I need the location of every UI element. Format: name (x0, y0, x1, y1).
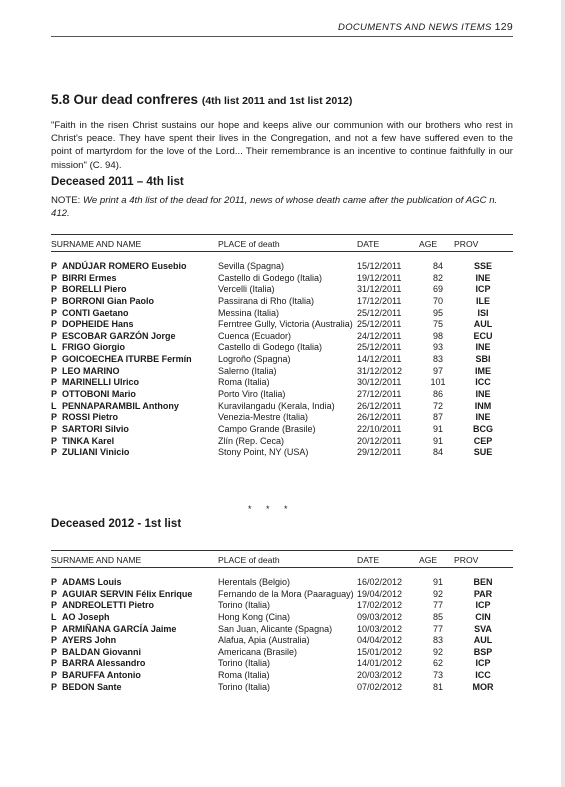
cell-place: Torino (Italia) (218, 681, 271, 692)
cell-name: GOICOECHEA ITURBE Fermín (62, 354, 192, 365)
cell-name: FRIGO Giorgio (62, 342, 125, 353)
cell-name: AGUIAR SERVIN Félix Enrique (62, 588, 193, 599)
table-row (51, 319, 513, 331)
cell-name: BALDAN Giovanni (62, 646, 142, 657)
separator: * * * (248, 504, 294, 514)
cell-role: P (51, 412, 58, 423)
cell-name: ANDREOLETTI Pietro (62, 600, 155, 611)
cell-age: 91 (432, 423, 443, 434)
cell-name: DOPHEIDE Hans (62, 319, 134, 330)
cell-province: INE (475, 342, 491, 353)
table-body (51, 577, 513, 693)
table-row (51, 412, 513, 424)
section-title (51, 92, 352, 107)
cell-age: 95 (432, 307, 443, 318)
cell-province: CIN (475, 611, 491, 622)
cell-age: 91 (432, 435, 443, 446)
cell-date: 09/03/2012 (357, 611, 403, 622)
cell-date: 16/02/2012 (357, 577, 403, 587)
cell-name: BORRONI Gian Paolo (62, 295, 155, 306)
table-row (51, 600, 513, 612)
cell-role: P (51, 646, 58, 657)
cell-date: 20/12/2011 (357, 435, 402, 446)
cell-name: BIRRI Ermes (62, 272, 117, 283)
cell-name: PENNAPARAMBIL Anthony (62, 400, 179, 411)
cell-role: P (51, 307, 58, 318)
cell-province: ISI (477, 307, 489, 318)
cell-date: 27/12/2011 (357, 389, 402, 400)
cell-role: L (51, 400, 57, 411)
cell-date: 22/10/2011 (357, 423, 402, 434)
cell-province: BCG (473, 423, 493, 434)
cell-name: ZULIANI Vinicio (62, 447, 130, 458)
table-row (51, 308, 513, 320)
cell-age: 92 (432, 588, 443, 599)
cell-age: 93 (432, 342, 443, 353)
cell-place: Salerno (Italia) (218, 365, 277, 376)
cell-role: L (51, 342, 57, 353)
cell-name: AO Joseph (62, 611, 110, 622)
cell-role: P (51, 319, 58, 330)
col-date: DATE (357, 239, 380, 249)
cell-place: Torino (Italia) (218, 658, 271, 669)
cell-age: 77 (432, 623, 443, 634)
table-row (51, 401, 513, 413)
cell-name: ADAMS Louis (62, 577, 122, 587)
cell-date: 15/01/2012 (357, 646, 403, 657)
table-row (51, 447, 513, 459)
cell-date: 14/01/2012 (357, 658, 403, 669)
cell-role: P (51, 635, 58, 646)
col-date: DATE (357, 555, 380, 565)
cell-province: ICC (475, 377, 491, 388)
table-row (51, 424, 513, 436)
cell-place: Alafua, Apia (Australia) (218, 635, 310, 646)
cell-role: P (51, 423, 58, 434)
cell-province: BSP (473, 646, 493, 657)
cell-name: CONTI Gaetano (62, 307, 129, 318)
cell-age: 87 (432, 412, 443, 423)
cell-place: San Juan, Alicante (Spagna) (218, 623, 333, 634)
cell-name: LEO MARINO (62, 365, 120, 376)
cell-role: P (51, 284, 58, 295)
cell-age: 101 (430, 377, 446, 388)
table-header (51, 234, 513, 252)
table-row (51, 331, 513, 343)
cell-place: Campo Grande (Brasile) (218, 423, 316, 434)
cell-age: 75 (432, 319, 443, 330)
cell-place: Kuravilangadu (Kerala, India) (218, 400, 335, 411)
note-label: NOTE: (51, 195, 81, 206)
cell-age: 82 (432, 272, 443, 283)
table-row (51, 670, 513, 682)
cell-role: P (51, 577, 58, 587)
cell-date: 29/12/2011 (357, 447, 402, 458)
table-row (51, 354, 513, 366)
cell-role: P (51, 600, 58, 611)
table-row (51, 261, 513, 273)
cell-date: 20/03/2012 (357, 670, 403, 681)
cell-date: 31/12/2011 (357, 284, 402, 295)
col-prov: PROV (454, 555, 479, 565)
cell-province: ICP (475, 600, 491, 611)
cell-date: 19/04/2012 (357, 588, 403, 599)
cell-age: 86 (432, 389, 443, 400)
cell-date: 17/02/2012 (357, 600, 403, 611)
cell-place: Stony Point, NY (USA) (218, 447, 309, 458)
cell-date: 26/12/2011 (357, 400, 402, 411)
cell-date: 25/12/2011 (357, 319, 402, 330)
cell-date: 19/12/2011 (357, 272, 402, 283)
cell-province: INM (474, 400, 492, 411)
cell-age: 72 (432, 400, 443, 411)
heading-deceased-2011: Deceased 2011 – 4th list (51, 175, 184, 188)
cell-place: Hong Kong (Cina) (218, 611, 291, 622)
cell-place: Cuenca (Ecuador) (218, 330, 292, 341)
cell-province: SSE (473, 261, 492, 271)
cell-role: P (51, 435, 58, 446)
table-row (51, 577, 513, 589)
col-place: PLACE of death (218, 555, 280, 565)
cell-name: ARMIÑANA GARCÍA Jaime (62, 623, 177, 634)
col-place: PLACE of death (218, 239, 280, 249)
cell-date: 14/12/2011 (357, 354, 402, 365)
cell-province: AUL (473, 635, 493, 646)
cell-place: Ferntree Gully, Victoria (Australia) (218, 319, 353, 330)
cell-province: INE (475, 389, 491, 400)
cell-role: P (51, 447, 58, 458)
cell-role: P (51, 623, 58, 634)
table-row (51, 589, 513, 601)
cell-age: 77 (432, 600, 443, 611)
table-row (51, 624, 513, 636)
table-row (51, 342, 513, 354)
cell-place: Zlín (Rep. Ceca) (218, 435, 285, 446)
cell-name: BEDON Sante (62, 681, 122, 692)
cell-age: 92 (432, 646, 443, 657)
cell-place: Sevilla (Spagna) (218, 261, 285, 271)
cell-place: Castello di Godego (Italia) (218, 342, 323, 353)
cell-province: SVA (474, 623, 492, 634)
quote-paragraph: "Faith in the risen Christ sustains our hope and keeps alive our communion with our brothers who rest in Christ's peace. They have spent their lives in the Congregation, and not a few have suffered even to the point of martyrdom for the love of the Lord... Their remembrance is an incentive to continue faithfully in our mission" (C. 94). (51, 120, 513, 171)
cell-age: 97 (432, 365, 443, 376)
table-row (51, 658, 513, 670)
table-2011 (51, 234, 513, 459)
cell-place: Logroño (Spagna) (218, 354, 291, 365)
cell-role: P (51, 658, 58, 669)
cell-place: Venezia-Mestre (Italia) (218, 412, 309, 423)
cell-province: ICC (475, 670, 491, 681)
cell-place: Torino (Italia) (218, 600, 271, 611)
cell-province: ICP (475, 284, 491, 295)
cell-date: 04/04/2012 (357, 635, 403, 646)
cell-province: SBI (475, 354, 491, 365)
running-title: DOCUMENTS AND NEWS ITEMS (338, 22, 492, 33)
cell-name: MARINELLI Ulrico (62, 377, 140, 388)
cell-name: BARUFFA Antonio (62, 670, 141, 681)
cell-place: Fernando de la Mora (Paaraguay) (218, 588, 354, 599)
cell-place: Roma (Italia) (218, 670, 270, 681)
cell-province: INE (475, 412, 491, 423)
cell-province: BEN (473, 577, 493, 587)
cell-age: 83 (432, 354, 443, 365)
cell-name: BARRA Alessandro (62, 658, 146, 669)
col-age: AGE (419, 555, 438, 565)
cell-province: CEP (473, 435, 493, 446)
cell-place: Messina (Italia) (218, 307, 280, 318)
cell-province: ILE (475, 295, 490, 306)
table-row (51, 296, 513, 308)
cell-role: P (51, 295, 58, 306)
cell-role: P (51, 330, 58, 341)
col-age: AGE (419, 239, 438, 249)
section-subtitle: (4th list 2011 and 1st list 2012) (201, 95, 353, 107)
cell-role: P (51, 354, 58, 365)
cell-name: OTTOBONI Mario (62, 389, 136, 400)
cell-age: 70 (432, 295, 443, 306)
cell-role: P (51, 261, 58, 271)
cell-date: 17/12/2011 (357, 295, 402, 306)
cell-province: AUL (473, 319, 493, 330)
cell-province: ECU (473, 330, 493, 341)
cell-name: AYERS John (62, 635, 117, 646)
col-surname: SURNAME AND NAME (51, 555, 142, 565)
cell-province: IME (474, 365, 491, 376)
cell-role: P (51, 670, 58, 681)
cell-date: 07/02/2012 (357, 681, 403, 692)
cell-age: 62 (432, 658, 443, 669)
cell-place: Vercelli (Italia) (218, 284, 275, 295)
cell-age: 73 (432, 670, 443, 681)
table-row (51, 273, 513, 285)
cell-role: P (51, 365, 58, 376)
cell-age: 84 (432, 261, 443, 271)
heading-deceased-2012: Deceased 2012 - 1st list (51, 517, 182, 530)
cell-age: 84 (432, 447, 443, 458)
cell-role: P (51, 272, 58, 283)
note-paragraph (51, 194, 513, 220)
cell-province: MOR (472, 681, 494, 692)
cell-place: Roma (Italia) (218, 377, 270, 388)
cell-age: 98 (432, 330, 443, 341)
cell-age: 91 (432, 577, 443, 587)
col-surname: SURNAME AND NAME (51, 239, 142, 249)
cell-date: 25/12/2011 (357, 342, 402, 353)
table-row (51, 612, 513, 624)
table-row (51, 366, 513, 378)
cell-age: 83 (432, 635, 443, 646)
cell-role: P (51, 377, 58, 388)
cell-province: PAR (473, 588, 493, 599)
table-header (51, 550, 513, 568)
cell-role: P (51, 588, 58, 599)
table-row (51, 635, 513, 647)
cell-place: Castello di Godego (Italia) (218, 272, 323, 283)
table-row (51, 284, 513, 296)
cell-age: 69 (432, 284, 443, 295)
cell-name: ESCOBAR GARZÓN Jorge (62, 330, 176, 341)
cell-place: Passirana di Rho (Italia) (218, 295, 315, 306)
cell-name: SARTORI Silvio (62, 423, 129, 434)
col-prov: PROV (454, 239, 479, 249)
table-row (51, 682, 513, 694)
table-row (51, 389, 513, 401)
cell-name: BORELLI Piero (62, 284, 127, 295)
cell-place: Herentals (Belgio) (218, 577, 291, 587)
cell-name: TINKA Karel (62, 435, 115, 446)
page-number: 129 (494, 21, 513, 33)
cell-place: Porto Viro (Italia) (218, 389, 286, 400)
table-row (51, 647, 513, 659)
page-edge (561, 0, 565, 787)
cell-role: P (51, 389, 58, 400)
section-title-text: 5.8 Our dead confreres (51, 92, 199, 107)
cell-province: SUE (473, 447, 493, 458)
cell-date: 25/12/2011 (357, 307, 402, 318)
cell-date: 30/12/2011 (357, 377, 402, 388)
cell-name: ROSSI Pietro (62, 412, 119, 423)
cell-province: INE (475, 272, 491, 283)
cell-date: 10/03/2012 (357, 623, 403, 634)
note-text: We print a 4th list of the dead for 2011, news of whose death came after the publication of AGC n. 412. (51, 195, 498, 219)
table-row (51, 436, 513, 448)
cell-age: 85 (432, 611, 443, 622)
cell-place: Americana (Brasile) (218, 646, 298, 657)
cell-province: ICP (475, 658, 491, 669)
running-header (51, 17, 513, 37)
table-2012 (51, 550, 513, 693)
table-body (51, 261, 513, 459)
table-row (51, 377, 513, 389)
cell-role: L (51, 611, 57, 622)
cell-age: 81 (432, 681, 443, 692)
running-title-block (338, 21, 513, 33)
cell-date: 24/12/2011 (357, 330, 402, 341)
cell-date: 15/12/2011 (357, 261, 402, 271)
cell-name: ANDÚJAR ROMERO Eusebio (62, 261, 187, 271)
cell-date: 26/12/2011 (357, 412, 402, 423)
cell-role: P (51, 681, 58, 692)
cell-date: 31/12/2012 (357, 365, 403, 376)
